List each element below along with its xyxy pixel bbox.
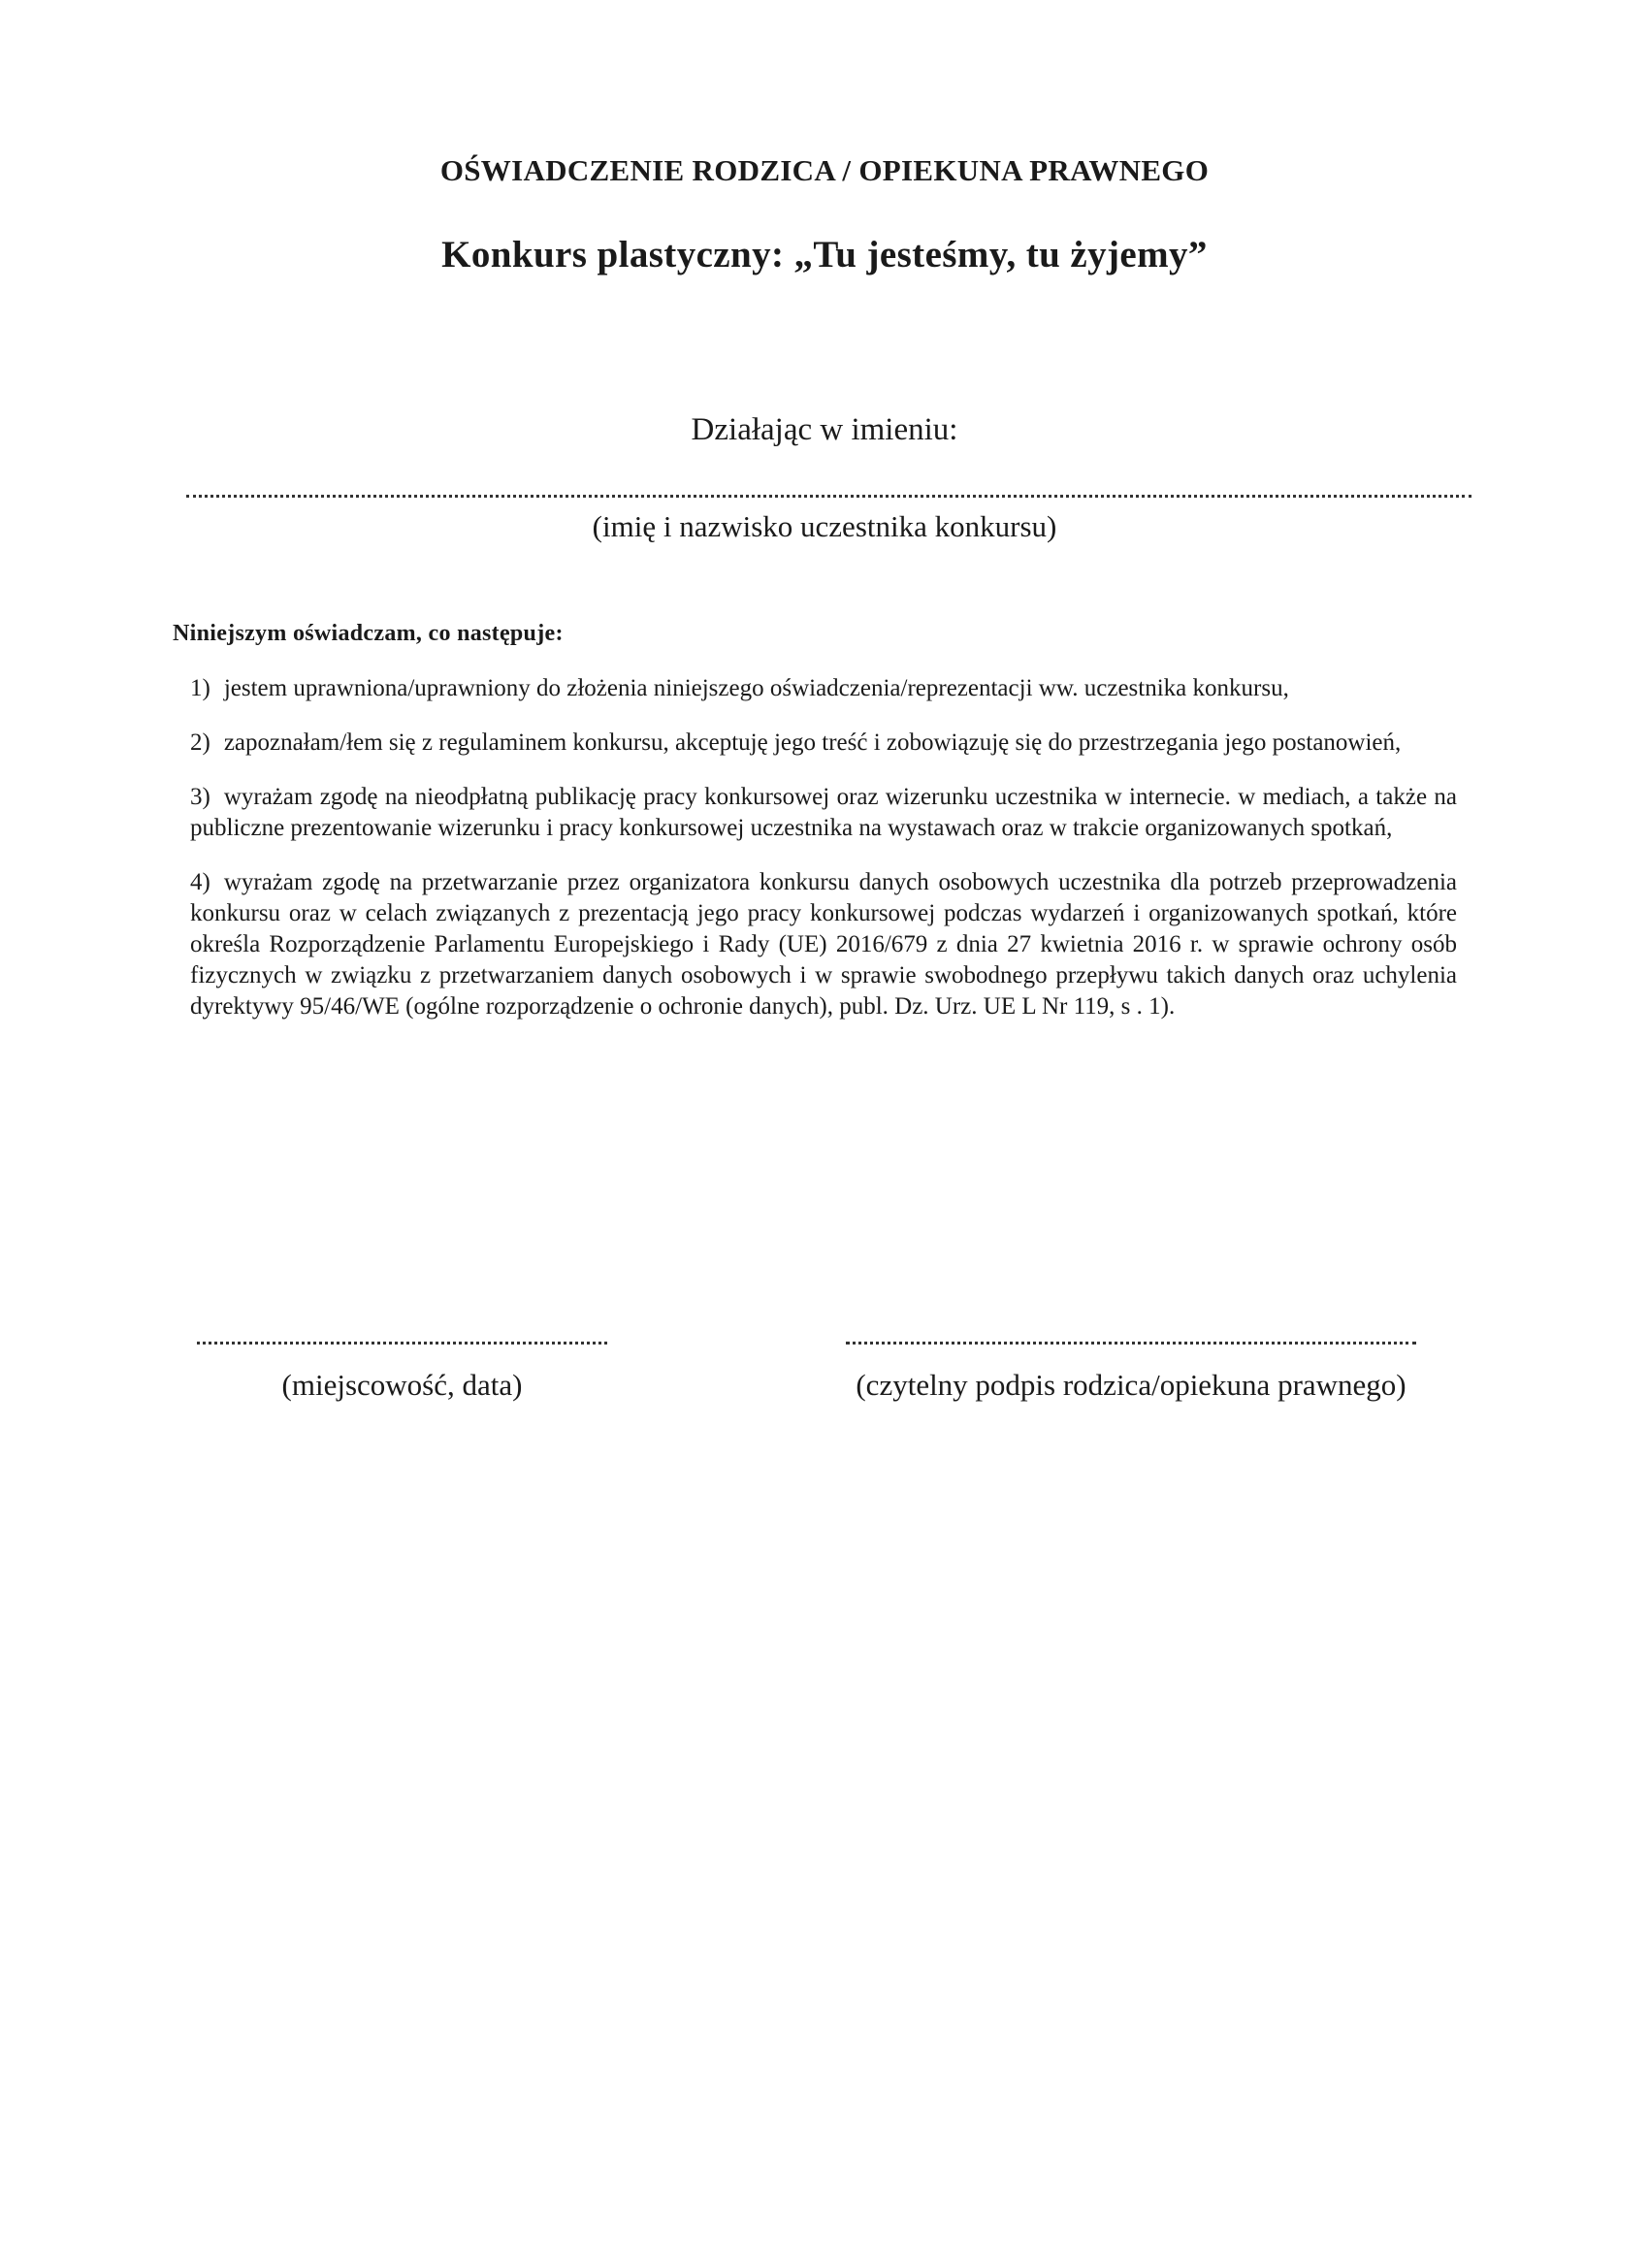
clause-text: wyrażam zgodę na przetwarzanie przez organizatora konkursu danych osobowych uczestnika dla potrzeb przeprowadzenia konkursu oraz w celach związanych z prezentacją jego pracy konkursowej podczas wydarzeń i organizowanych spotkań, które określa Rozporządzenie Parlamentu Europejskiego i Rady (UE) 2016/679 z dnia 27 kwietnia 2016 r. w sprawie ochrony osób fizycznych w związku z przetwarzaniem danych osobowych i w sprawie swobodnego przepływu takich danych oraz uchylenia dyrektywy 95/46/WE (ogólne rozporządzenie o ochronie danych), publ. Dz. Urz. UE L Nr 119, s . 1). [190,869,1457,1020]
clause-number: 2) [190,729,210,756]
clause-text: jestem uprawniona/uprawniony do złożenia niniejszego oświadczenia/reprezentacji ww. uczestnika konkursu, [223,675,1289,701]
signature-caption: (czytelny podpis rodzica/opiekuna prawnego) [856,1368,1406,1402]
declaration-clause [190,673,1457,704]
declaration-clauses [190,673,1457,1046]
document-subtitle: Konkurs plastyczny: „Tu jesteśmy, tu żyjemy” [441,234,1208,275]
clause-text: zapoznałam/łem się z regulaminem konkursu, akceptuję jego treść i zobowiązuję się do przestrzegania jego postanowień, [223,729,1402,756]
participant-name-field[interactable] [186,495,1471,498]
declaration-clause [190,867,1457,1022]
document-title: OŚWIADCZENIE RODZICA / OPIEKUNA PRAWNEGO [439,153,1210,187]
declaration-clause [190,782,1457,844]
clause-number: 1) [190,675,210,701]
place-date-field[interactable] [197,1342,607,1345]
signature-field[interactable] [846,1342,1416,1345]
clause-number: 4) [190,869,210,895]
clause-text: wyrażam zgodę na nieodpłatną publikację pracy konkursowej oraz wizerunku uczestnika w internecie. w mediach, a także na publiczne prezentowanie wizerunku i pracy konkursowej uczestnika na wystawach oraz w trakcie organizowanych spotkań, [190,784,1457,841]
acting-on-behalf-label: Działając w imieniu: [691,412,958,447]
declaration-heading: Niniejszym oświadczam, co następuje: [173,621,564,646]
place-date-caption: (miejscowość, data) [281,1368,523,1402]
participant-name-caption: (imię i nazwisko uczestnika konkursu) [592,509,1057,543]
declaration-clause [190,728,1457,759]
clause-number: 3) [190,784,210,810]
